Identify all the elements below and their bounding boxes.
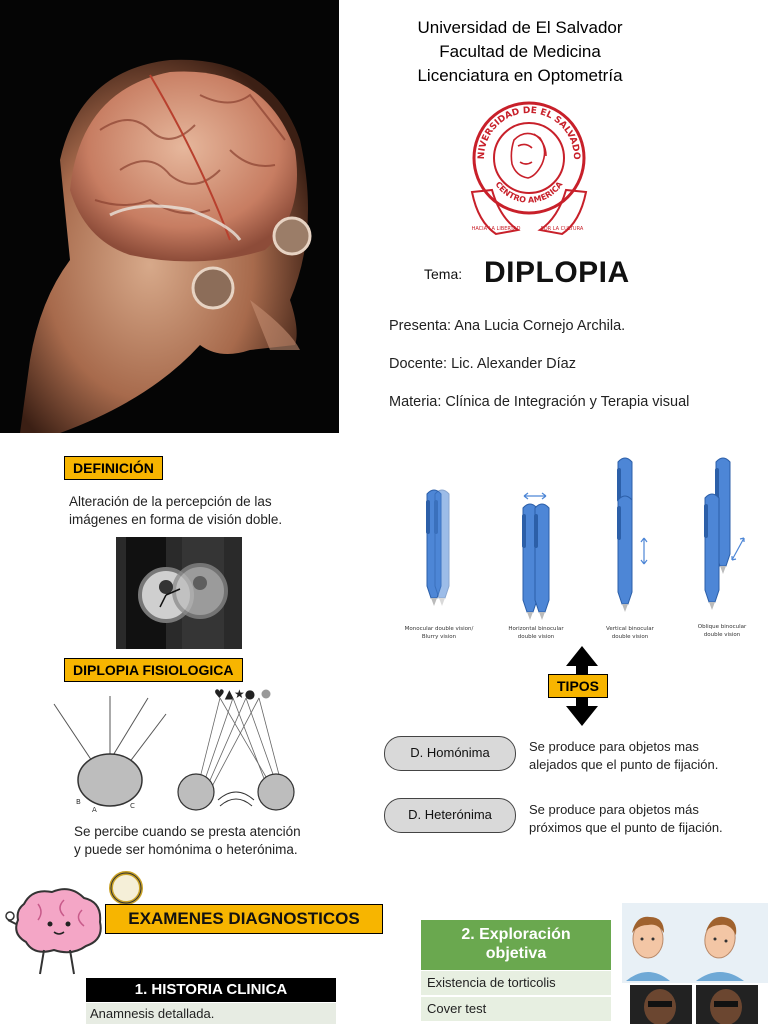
seal-bottom-text: CENTRO AMERICA [493,179,565,205]
exploration-header-line1: 2. Exploración [461,926,571,943]
seal-ribbon-right: POR LA CULTURA [540,226,584,232]
type-heteronymous-desc-line2: próximos que el punto de fijación. [529,820,723,835]
pens-caption-3b: double vision [611,634,649,640]
seal-ribbon-left: HACIA LA LIBERTAD [471,226,521,232]
faculty-name: Facultad de Medicina [439,42,601,61]
eye-label-a: A [92,806,97,814]
definition-tag: DEFINICIÓN [64,456,163,480]
topic-title: DIPLOPIA [484,256,630,289]
physiological-diplopia-figure [48,684,308,820]
program-name: Licenciatura en Optometría [417,66,623,85]
seal-ring-text: NIVERSIDAD DE EL SALVADO [476,105,582,160]
pens-caption-1b: Blurry vision [421,634,457,640]
double-watch-photo [116,537,242,649]
exams-title: EXAMENES DIAGNOSTICOS [105,904,383,934]
subject-line: Materia: Clínica de Integración y Terapia visual [389,394,690,410]
type-heteronymous-desc [529,801,723,837]
type-homonymous-desc-line2: alejados que el punto de fijación. [529,757,719,772]
definition-text [69,493,282,529]
exploration-header [421,920,611,970]
type-homonymous-pill: D. Homónima [384,736,516,771]
pens-caption-1a: Monocular double vision/ [404,626,474,632]
definition-text-line1: Alteración de la percepción de las [69,494,272,509]
physiological-text-line2: y puede ser homónima o heterónima. [74,842,298,857]
brain-mascot-icon [4,880,110,980]
presenter-line: Presenta: Ana Lucia Cornejo Archila. [389,318,626,334]
type-heteronymous-desc-line1: Se produce para objetos más [529,802,699,817]
physiological-tag: DIPLOPIA FISIOLOGICA [64,658,243,682]
pens-caption-2b: double vision [517,634,555,640]
teacher-line: Docente: Lic. Alexander Díaz [389,356,576,372]
definition-text-line2: imágenes en forma de visión doble. [69,512,283,527]
type-homonymous-desc-line1: Se produce para objetos mas [529,739,699,754]
pens-caption-4b: double vision [703,632,741,638]
type-heteronymous-pill: D. Heterónima [384,798,516,833]
pens-caption-3a: Vertical binocular [606,626,654,632]
eye-label-b: B [76,798,81,806]
university-name: Universidad de El Salvador [417,18,623,37]
torticollis-faces-illustration [622,903,768,1024]
history-row: Anamnesis detallada. [86,1003,336,1024]
physiological-text-line1: Se percibe cuando se presta atención [74,824,301,839]
brain-illustration [0,0,339,433]
types-tag: TIPOS [548,674,608,698]
exploration-row: Cover test [421,997,611,1021]
double-vision-types-figure [382,452,768,657]
type-homonymous-desc [529,738,718,774]
exploration-header-line2: objetiva [485,945,547,962]
eye-label-c: C [130,802,135,810]
topic-label: Tema: [424,266,463,282]
history-header: 1. HISTORIA CLINICA [86,978,336,1002]
pens-caption-2a: Horizontal binocular [508,626,564,632]
university-seal [466,90,592,246]
pens-caption-4a: Oblique binocular [697,624,747,630]
physiological-text [74,823,301,859]
exploration-row: Existencia de torticolis [421,971,611,995]
object-symbols: ♥▲★● [214,687,256,701]
